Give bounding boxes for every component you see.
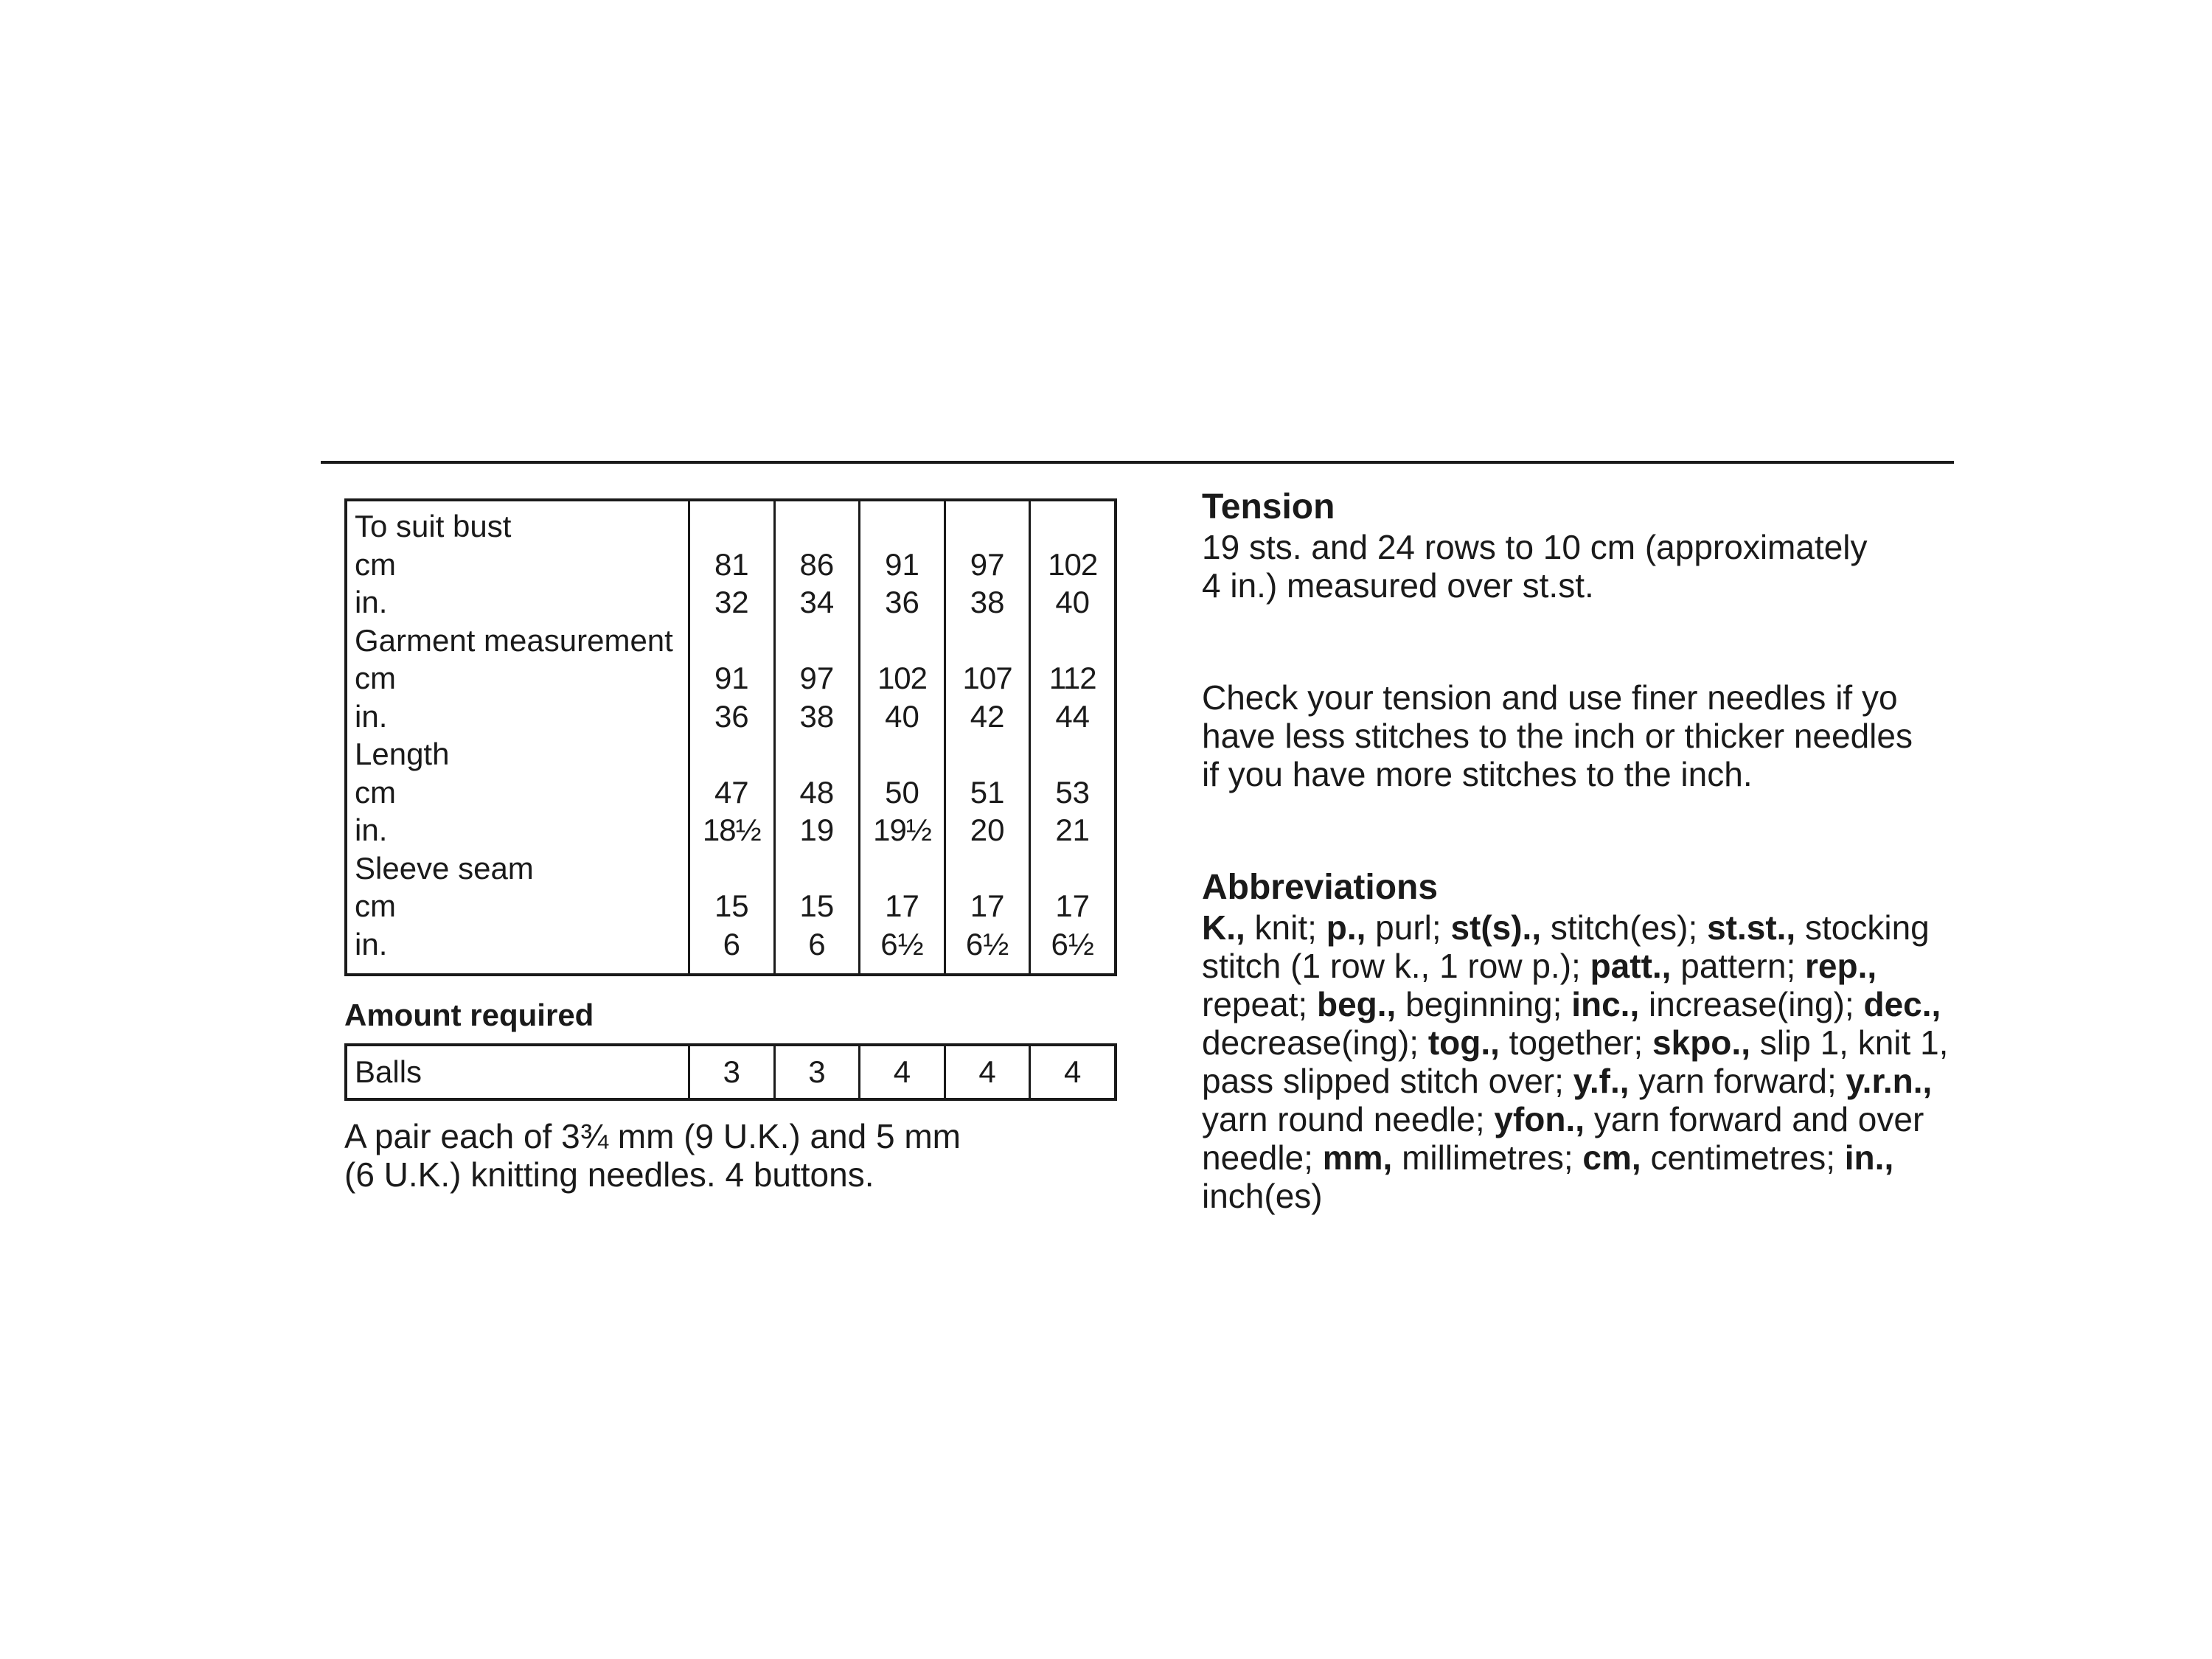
balls-table (344, 1043, 1117, 1101)
abbreviation-meaning: centimetres; (1641, 1138, 1845, 1177)
size-value-cell: 36 (714, 698, 749, 734)
size-value-cell: 17 (885, 888, 919, 923)
size-value-cell: 47 (714, 774, 749, 810)
size-value-cell (1031, 735, 1114, 773)
balls-value-5: 4 (1063, 1054, 1082, 1089)
size-value-cell: 107 (962, 661, 1012, 695)
tension-line-2: 4 in.) measured over st.st. (1202, 566, 1594, 605)
abbreviation-meaning: repeat; (1202, 985, 1317, 1023)
abbreviation-term: st.st., (1707, 908, 1796, 947)
abbreviation-term: mm, (1322, 1138, 1393, 1177)
needles-line-1: A pair each of 3¾ mm (9 U.K.) and 5 mm (344, 1117, 961, 1155)
sizes-row-label: in. (355, 698, 388, 734)
check-line-2: have less stitches to the inch or thicker needles (1202, 717, 1913, 755)
size-value-cell: 36 (885, 585, 919, 619)
sizes-row-label: To suit bust (355, 509, 512, 543)
size-value-cell: 17 (1055, 888, 1091, 923)
size-value-cell (946, 507, 1029, 546)
check-line-3: if you have more stitches to the inch. (1202, 755, 1753, 793)
abbreviation-term: rep., (1805, 947, 1877, 985)
size-value-cell: 40 (1055, 585, 1091, 619)
abbreviation-meaning: slip 1, knit 1, pass slipped stitch over; (1202, 1023, 1949, 1100)
size-value-cell: 97 (970, 546, 1005, 582)
sizes-row-label: cm (355, 546, 396, 582)
size-value-cell: 15 (799, 888, 835, 923)
abbreviation-term: p., (1326, 908, 1366, 947)
size-value-cell: 34 (799, 585, 835, 619)
abbreviation-meaning: yarn forward; (1629, 1062, 1846, 1100)
balls-value-1: 3 (690, 1046, 776, 1098)
tension-heading: Tension (1202, 487, 1335, 526)
abbreviation-meaning: yarn round needle; (1202, 1100, 1495, 1138)
size-value-cell: 97 (799, 661, 835, 695)
size-value-cell: 81 (714, 546, 749, 582)
size-value-cell (946, 849, 1029, 888)
needles-line-2: (6 U.K.) knitting needles. 4 buttons. (344, 1155, 874, 1194)
sizes-table (344, 498, 1117, 976)
size-value-cell: 44 (1055, 698, 1091, 734)
size-value-cell (946, 622, 1029, 660)
size-value-cell (690, 849, 773, 888)
abbreviation-meaning: purl; (1366, 908, 1451, 947)
size-value-cell (690, 622, 773, 660)
balls-label: Balls (347, 1046, 690, 1098)
balls-value-3: 4 (860, 1046, 946, 1098)
sizes-row-label: in. (355, 585, 388, 619)
abbreviation-term: skpo., (1652, 1023, 1750, 1062)
size-value-cell: 42 (970, 698, 1005, 734)
size-value-cell: 40 (885, 698, 919, 734)
size-value-cell (1031, 507, 1114, 546)
size-value-cell: 91 (885, 546, 919, 582)
abbreviation-meaning: millimetres; (1392, 1138, 1583, 1177)
abbreviation-meaning: increase(ing); (1639, 985, 1864, 1023)
abbreviation-term: st(s)., (1450, 908, 1542, 947)
size-column-1 (690, 501, 776, 973)
sizes-row-label: cm (355, 888, 396, 923)
sizes-row-label: cm (355, 661, 396, 695)
abbreviation-term: dec., (1863, 985, 1941, 1023)
abbreviation-meaning: decrease(ing); (1202, 1023, 1428, 1062)
tension-line-1: 19 sts. and 24 rows to 10 cm (approximately (1202, 528, 1868, 566)
size-value-cell: 38 (799, 698, 835, 734)
size-value-cell: 112 (1048, 661, 1096, 695)
abbreviation-term: cm, (1582, 1138, 1641, 1177)
top-divider (321, 461, 1954, 464)
abbreviations-heading: Abbreviations (1202, 868, 1439, 907)
abbreviation-term: inc., (1571, 985, 1640, 1023)
size-value-cell (860, 622, 944, 660)
abbreviation-term: K., (1202, 908, 1245, 947)
abbreviation-term: y.f., (1573, 1062, 1630, 1100)
size-value-cell: 6 (723, 926, 740, 961)
size-value-cell: 6½ (965, 926, 1009, 961)
size-value-cell (776, 622, 859, 660)
abbreviation-term: beg., (1317, 985, 1397, 1023)
size-value-cell: 86 (799, 546, 835, 582)
sizes-label-column (347, 501, 690, 973)
balls-value-4: 4 (946, 1046, 1032, 1098)
size-value-cell: 6 (808, 926, 826, 961)
amount-required-heading: Amount required (344, 998, 594, 1032)
size-value-cell: 18½ (702, 813, 761, 847)
size-value-cell: 17 (970, 888, 1005, 923)
sizes-row-label: in. (355, 813, 388, 847)
size-value-cell: 32 (714, 585, 749, 619)
size-value-cell (860, 849, 944, 888)
size-value-cell: 102 (1048, 546, 1098, 582)
size-value-cell: 48 (799, 774, 835, 810)
size-value-cell: 53 (1055, 774, 1091, 810)
abbreviation-meaning: inch(es) (1202, 1177, 1323, 1215)
abbreviation-term: in., (1844, 1138, 1894, 1177)
size-value-cell: 6½ (880, 926, 924, 961)
size-value-cell: 21 (1055, 813, 1091, 847)
abbreviation-meaning: stocking stitch (1 row k., 1 row p.); (1202, 908, 1930, 985)
size-value-cell: 102 (877, 661, 928, 695)
size-column-3 (860, 501, 946, 973)
size-value-cell: 15 (714, 888, 749, 923)
size-column-2 (776, 501, 861, 973)
size-value-cell (776, 735, 859, 773)
sizes-row-label: in. (355, 926, 388, 961)
sizes-row-label: Garment measurement (355, 622, 673, 658)
abbreviation-meaning: together; (1499, 1023, 1653, 1062)
abbreviation-meaning: knit; (1245, 908, 1326, 947)
size-value-cell: 19½ (873, 813, 931, 847)
size-value-cell (776, 507, 859, 546)
size-value-cell (1031, 849, 1114, 888)
size-value-cell (946, 735, 1029, 773)
abbreviation-meaning: beginning; (1396, 985, 1572, 1023)
abbreviations-list (1202, 908, 1954, 1215)
size-value-cell (860, 735, 944, 773)
abbreviation-term: y.r.n., (1846, 1062, 1933, 1100)
sizes-row-label: Sleeve seam (355, 850, 534, 886)
abbreviation-term: tog., (1427, 1023, 1500, 1062)
size-value-cell: 19 (799, 813, 835, 847)
balls-value-2: 3 (776, 1046, 861, 1098)
check-line-1: Check your tension and use finer needles if yo (1202, 678, 1898, 717)
size-value-cell: 91 (714, 661, 749, 695)
size-value-cell: 51 (970, 774, 1005, 810)
size-value-cell (1031, 622, 1114, 660)
size-column-5 (1031, 501, 1114, 973)
size-value-cell (690, 735, 773, 773)
size-value-cell (776, 849, 859, 888)
right-column (1202, 487, 1954, 1215)
sizes-row-label: Length (355, 737, 450, 771)
needles-text (344, 1117, 1155, 1194)
size-value-cell: 38 (970, 585, 1005, 619)
abbreviation-meaning: yarn forward and over needle; (1202, 1100, 1924, 1177)
size-value-cell (690, 507, 773, 546)
abbreviation-term: yfon., (1494, 1100, 1585, 1138)
sizes-row-label: cm (355, 774, 396, 810)
size-value-cell: 50 (885, 774, 919, 810)
abbreviation-meaning: pattern; (1671, 947, 1806, 985)
abbreviation-term: patt., (1590, 947, 1672, 985)
size-value-cell: 20 (970, 813, 1005, 847)
size-column-4 (946, 501, 1032, 973)
size-value-cell (860, 507, 944, 546)
abbreviation-meaning: stitch(es); (1541, 908, 1708, 947)
size-value-cell: 6½ (1051, 926, 1094, 961)
